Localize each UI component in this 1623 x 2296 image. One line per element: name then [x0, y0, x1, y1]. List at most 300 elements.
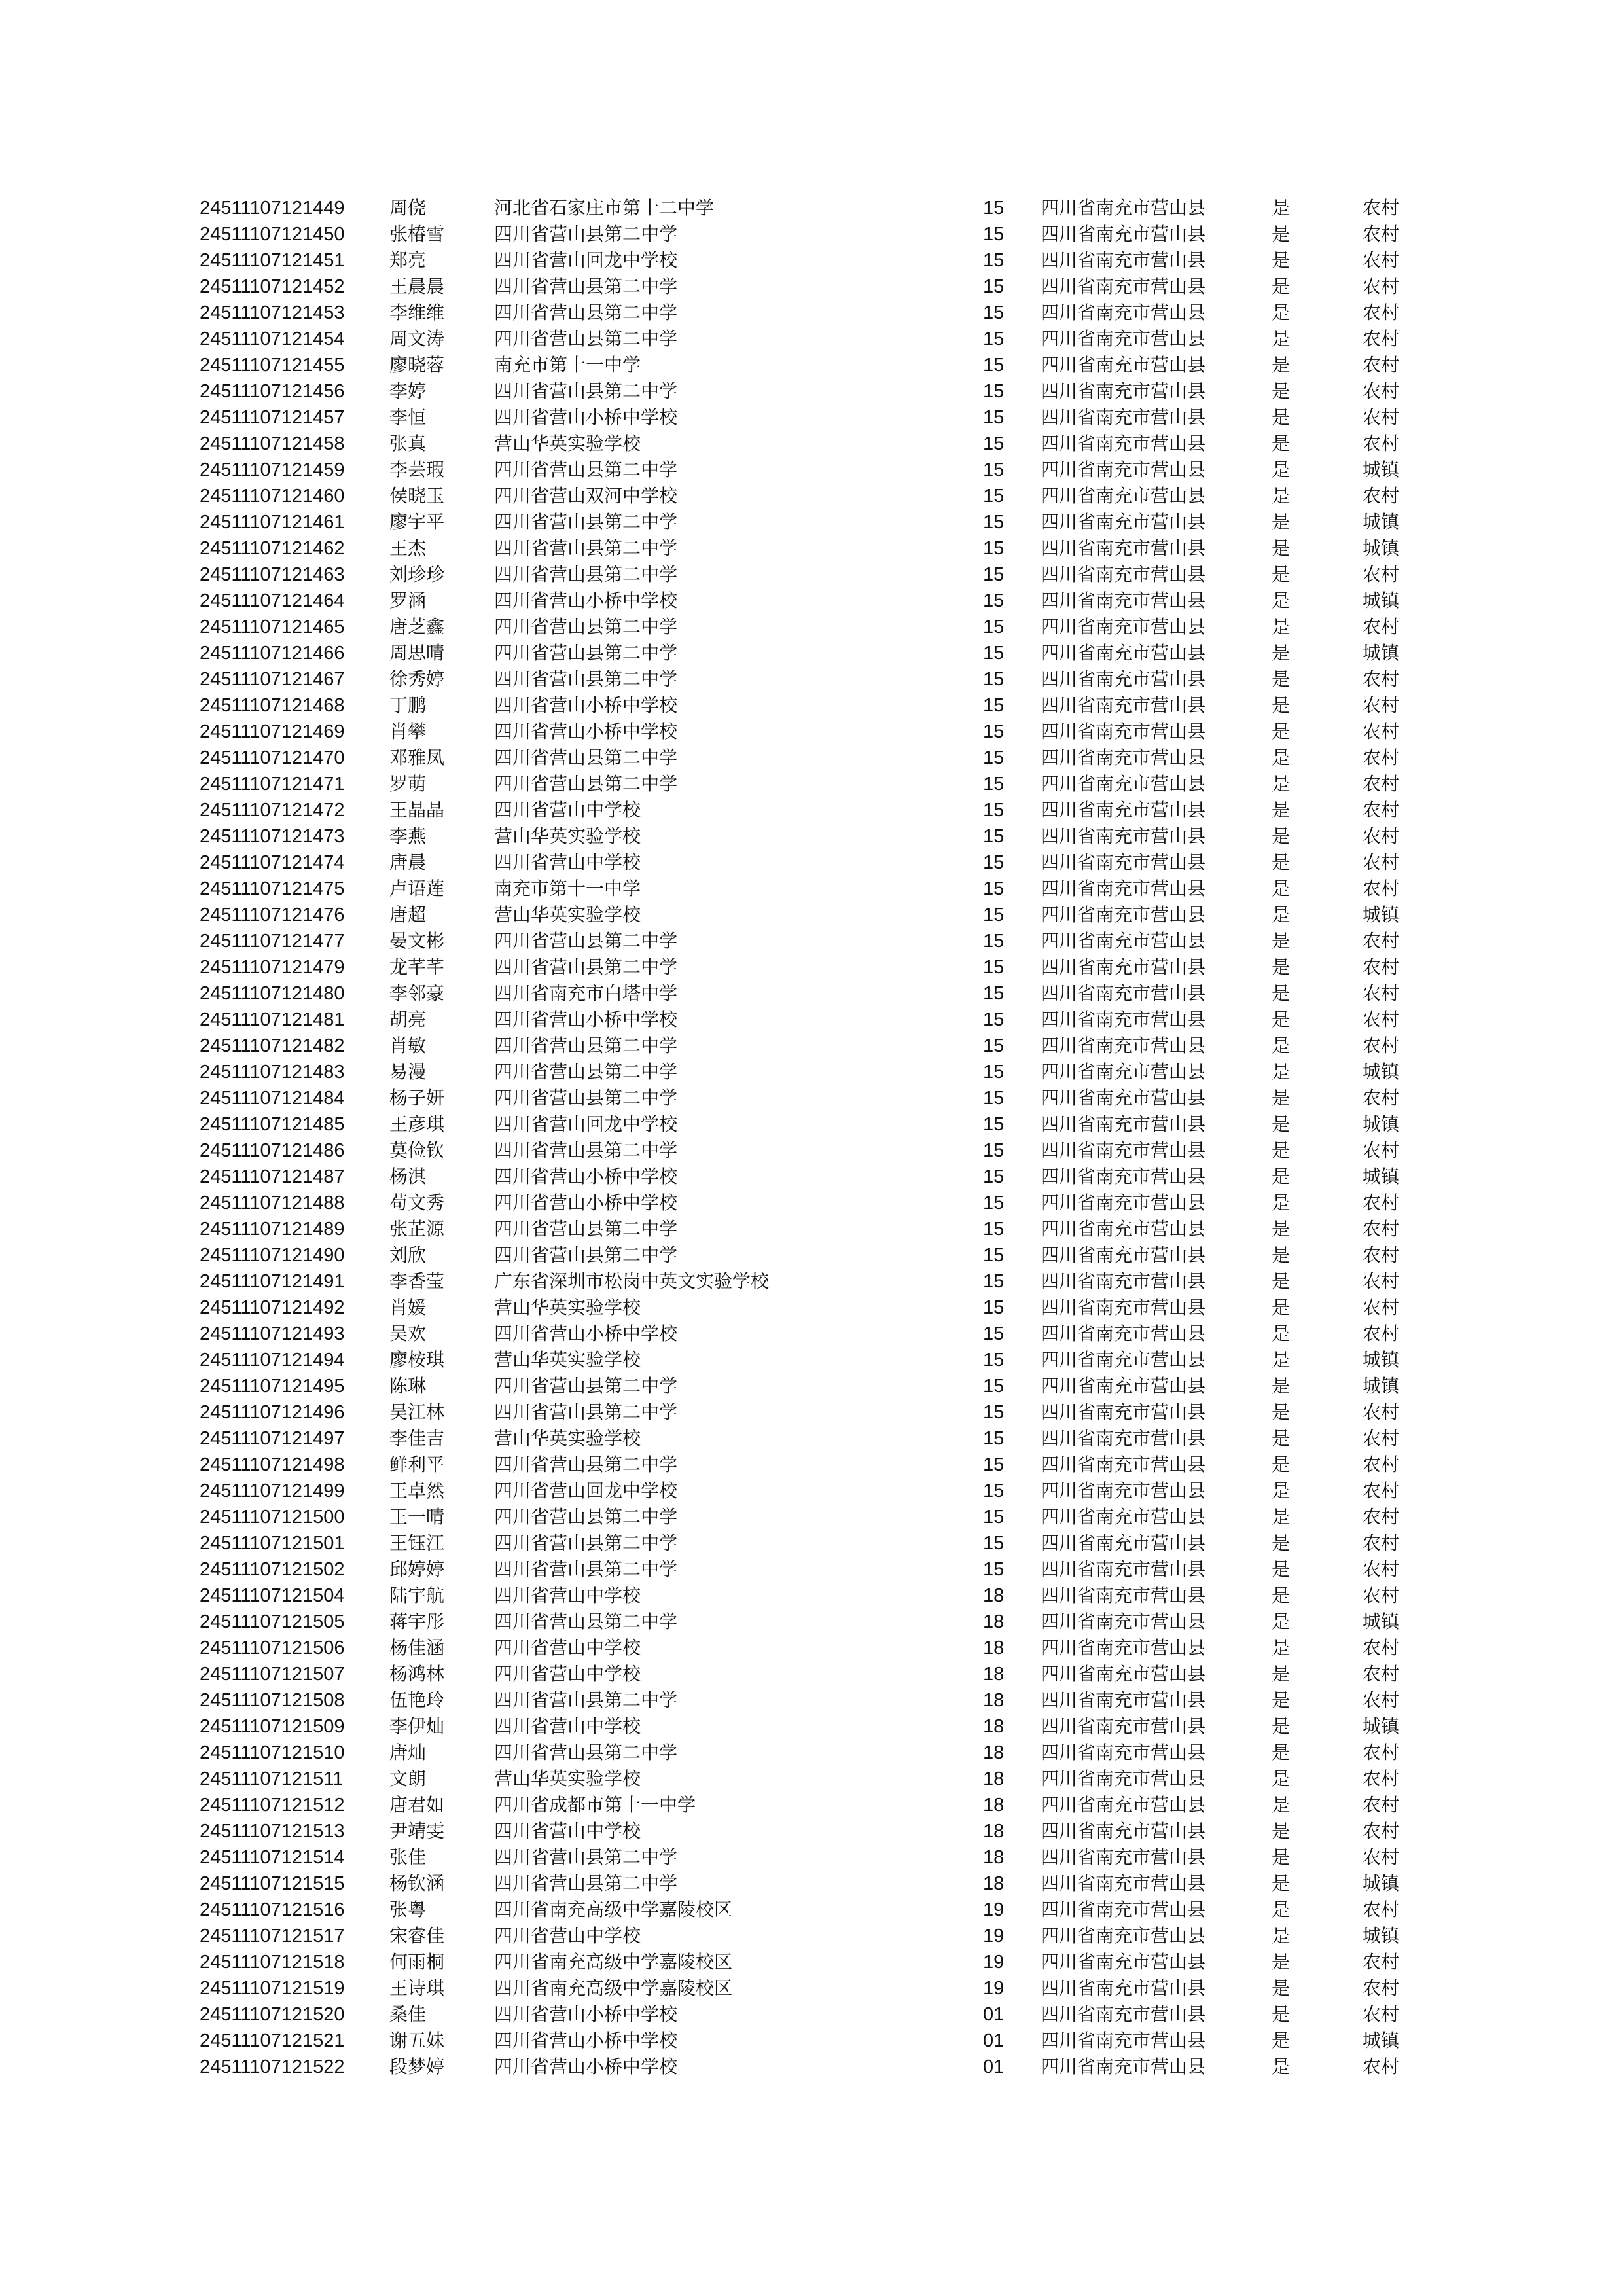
student-name: 廖晓蓉: [389, 354, 445, 376]
household-region: 四川省南充市营山县: [1041, 1611, 1206, 1632]
area-type: 农村: [1363, 852, 1400, 873]
eligibility-flag: 是: [1272, 1899, 1291, 1920]
table-row: [200, 1426, 1443, 1452]
school-name: 四川省南充高级中学嘉陵校区: [494, 1977, 733, 1999]
area-type: 城镇: [1363, 1166, 1400, 1187]
household-region: 四川省南充市营山县: [1041, 694, 1206, 716]
school-name: 四川省营山县第二中学: [494, 1689, 678, 1711]
school-name: 四川省营山县第二中学: [494, 773, 678, 795]
student-name: 王一晴: [389, 1506, 445, 1528]
school-name: 四川省营山县第二中学: [494, 1218, 678, 1240]
table-row: [200, 1373, 1443, 1399]
student-id: 24511107121487: [200, 1166, 345, 1187]
table-row: [200, 1452, 1443, 1478]
table-row: [200, 1478, 1443, 1504]
student-id: 24511107121484: [200, 1088, 345, 1109]
area-type: 城镇: [1363, 2030, 1400, 2051]
student-id: 24511107121457: [200, 407, 345, 428]
student-name: 廖桉琪: [389, 1349, 445, 1371]
area-type: 农村: [1363, 1192, 1400, 1213]
household-region: 四川省南充市营山县: [1041, 1087, 1206, 1109]
eligibility-flag: 是: [1272, 1742, 1291, 1763]
area-type: 农村: [1363, 1323, 1400, 1344]
student-name: 唐超: [389, 904, 427, 925]
area-type: 农村: [1363, 1899, 1400, 1920]
student-table: [200, 195, 1443, 2080]
household-region: 四川省南充市营山县: [1041, 1192, 1206, 1213]
student-name: 李恒: [389, 406, 427, 428]
student-name: 李维维: [389, 302, 445, 323]
household-region: 四川省南充市营山县: [1041, 1689, 1206, 1711]
eligibility-flag: 是: [1272, 2056, 1291, 2077]
category-code: 15: [983, 1193, 1005, 1213]
school-name: 四川省营山县第二中学: [494, 668, 678, 690]
area-type: 农村: [1363, 1663, 1400, 1685]
household-region: 四川省南充市营山县: [1041, 878, 1206, 899]
category-code: 01: [983, 2030, 1005, 2051]
student-name: 吴江林: [389, 1401, 445, 1423]
household-region: 四川省南充市营山县: [1041, 1742, 1206, 1763]
student-id: 24511107121464: [200, 590, 345, 611]
table-row: [200, 1321, 1443, 1347]
eligibility-flag: 是: [1272, 956, 1291, 978]
household-region: 四川省南充市营山县: [1041, 485, 1206, 507]
student-name: 杨钦涵: [389, 1873, 445, 1894]
eligibility-flag: 是: [1272, 1611, 1291, 1632]
area-type: 农村: [1363, 2056, 1400, 2077]
area-type: 农村: [1363, 1244, 1400, 1266]
student-id: 24511107121476: [200, 905, 345, 925]
eligibility-flag: 是: [1272, 694, 1291, 716]
table-row: [200, 1007, 1443, 1033]
area-type: 农村: [1363, 1558, 1400, 1580]
household-region: 四川省南充市营山县: [1041, 721, 1206, 742]
household-region: 四川省南充市营山县: [1041, 1663, 1206, 1685]
category-code: 15: [983, 224, 1005, 245]
category-code: 15: [983, 486, 1005, 507]
category-code: 15: [983, 1088, 1005, 1109]
student-id: 24511107121511: [200, 1768, 344, 1789]
area-type: 农村: [1363, 668, 1400, 690]
student-id: 24511107121500: [200, 1507, 345, 1528]
category-code: 15: [983, 1297, 1005, 1318]
table-row: [200, 431, 1443, 457]
student-id: 24511107121490: [200, 1245, 345, 1266]
school-name: 四川省营山县第二中学: [494, 1873, 678, 1894]
table-row: [200, 1399, 1443, 1426]
school-name: 四川省营山小桥中学校: [494, 1009, 678, 1030]
area-type: 农村: [1363, 1139, 1400, 1161]
school-name: 四川省营山县第二中学: [494, 1401, 678, 1423]
student-id: 24511107121521: [200, 2030, 345, 2051]
table-row: [200, 588, 1443, 614]
table-row: [200, 1844, 1443, 1871]
area-type: 农村: [1363, 1427, 1400, 1449]
area-type: 农村: [1363, 1532, 1400, 1554]
student-id: 24511107121501: [200, 1533, 345, 1554]
student-id: 24511107121471: [200, 774, 345, 795]
student-id: 24511107121477: [200, 931, 345, 952]
table-row: [200, 1687, 1443, 1713]
eligibility-flag: 是: [1272, 1113, 1291, 1135]
table-row: [200, 1635, 1443, 1661]
student-name: 王卓然: [389, 1480, 445, 1501]
household-region: 四川省南充市营山县: [1041, 1297, 1206, 1318]
area-type: 农村: [1363, 1009, 1400, 1030]
school-name: 四川省营山县第二中学: [494, 1035, 678, 1056]
student-id: 24511107121515: [200, 1873, 345, 1894]
student-id: 24511107121463: [200, 564, 345, 585]
school-name: 四川省营山县第二中学: [494, 564, 678, 585]
school-name: 营山华英实验学校: [494, 433, 641, 454]
table-row: [200, 1975, 1443, 2001]
student-id: 24511107121492: [200, 1297, 345, 1318]
student-id: 24511107121516: [200, 1899, 345, 1920]
household-region: 四川省南充市营山县: [1041, 616, 1206, 637]
category-code: 15: [983, 983, 1005, 1004]
area-type: 农村: [1363, 354, 1400, 376]
category-code: 15: [983, 931, 1005, 952]
student-name: 唐君如: [389, 1794, 445, 1816]
table-row: [200, 1190, 1443, 1216]
category-code: 15: [983, 1009, 1005, 1030]
category-code: 15: [983, 250, 1005, 271]
student-name: 周文涛: [389, 328, 445, 350]
student-id: 24511107121510: [200, 1742, 345, 1763]
student-name: 肖媛: [389, 1297, 427, 1318]
student-name: 李邻豪: [389, 982, 445, 1004]
student-name: 何雨桐: [389, 1951, 445, 1973]
table-row: [200, 1085, 1443, 1111]
household-region: 四川省南充市营山县: [1041, 852, 1206, 873]
category-code: 15: [983, 276, 1005, 297]
table-row: [200, 1661, 1443, 1687]
table-row: [200, 1871, 1443, 1897]
student-id: 24511107121504: [200, 1585, 345, 1606]
table-row: [200, 326, 1443, 352]
student-name: 郑亮: [389, 249, 427, 271]
student-name: 苟文秀: [389, 1192, 445, 1213]
household-region: 四川省南充市营山县: [1041, 406, 1206, 428]
household-region: 四川省南充市营山县: [1041, 1035, 1206, 1056]
household-region: 四川省南充市营山县: [1041, 1270, 1206, 1292]
household-region: 四川省南充市营山县: [1041, 904, 1206, 925]
household-region: 四川省南充市营山县: [1041, 590, 1206, 611]
student-name: 易漫: [389, 1061, 427, 1083]
area-type: 城镇: [1363, 1611, 1400, 1632]
area-type: 农村: [1363, 197, 1400, 219]
student-id: 24511107121495: [200, 1376, 345, 1397]
category-code: 18: [983, 1664, 1005, 1685]
household-region: 四川省南充市营山县: [1041, 930, 1206, 952]
student-name: 张真: [389, 433, 427, 454]
student-name: 王彦琪: [389, 1113, 445, 1135]
student-name: 李燕: [389, 825, 427, 847]
category-code: 15: [983, 329, 1005, 350]
table-row: [200, 1242, 1443, 1268]
school-name: 四川省营山县第二中学: [494, 1061, 678, 1083]
eligibility-flag: 是: [1272, 1951, 1291, 1973]
student-id: 24511107121520: [200, 2004, 345, 2025]
category-code: 15: [983, 1140, 1005, 1161]
area-type: 农村: [1363, 747, 1400, 768]
student-id: 24511107121488: [200, 1193, 345, 1213]
school-name: 四川省营山小桥中学校: [494, 721, 678, 742]
table-row: [200, 1949, 1443, 1975]
category-code: 15: [983, 1323, 1005, 1344]
table-row: [200, 1268, 1443, 1295]
category-code: 15: [983, 721, 1005, 742]
area-type: 城镇: [1363, 459, 1400, 480]
student-id: 24511107121466: [200, 643, 345, 664]
student-id: 24511107121512: [200, 1795, 345, 1816]
student-name: 李婷: [389, 380, 427, 402]
student-id: 24511107121458: [200, 433, 345, 454]
eligibility-flag: 是: [1272, 406, 1291, 428]
table-row: [200, 1347, 1443, 1373]
eligibility-flag: 是: [1272, 773, 1291, 795]
category-code: 15: [983, 774, 1005, 795]
category-code: 15: [983, 1062, 1005, 1083]
school-name: 四川省成都市第十一中学: [494, 1794, 696, 1816]
area-type: 农村: [1363, 773, 1400, 795]
table-row: [200, 1609, 1443, 1635]
school-name: 广东省深圳市松岗中英文实验学校: [494, 1270, 770, 1292]
household-region: 四川省南充市营山县: [1041, 380, 1206, 402]
table-row: [200, 640, 1443, 666]
student-id: 24511107121491: [200, 1271, 345, 1292]
eligibility-flag: 是: [1272, 878, 1291, 899]
school-name: 四川省营山县第二中学: [494, 537, 678, 559]
student-name: 伍艳玲: [389, 1689, 445, 1711]
eligibility-flag: 是: [1272, 1637, 1291, 1659]
category-code: 15: [983, 957, 1005, 978]
student-name: 陆宇航: [389, 1585, 445, 1606]
category-code: 15: [983, 302, 1005, 323]
area-type: 农村: [1363, 825, 1400, 847]
table-row: [200, 745, 1443, 771]
eligibility-flag: 是: [1272, 485, 1291, 507]
eligibility-flag: 是: [1272, 354, 1291, 376]
category-code: 15: [983, 1559, 1005, 1580]
student-id: 24511107121479: [200, 957, 345, 978]
area-type: 农村: [1363, 1480, 1400, 1501]
household-region: 四川省南充市营山县: [1041, 1715, 1206, 1737]
school-name: 营山华英实验学校: [494, 1297, 641, 1318]
household-region: 四川省南充市营山县: [1041, 249, 1206, 271]
table-row: [200, 274, 1443, 300]
school-name: 四川省营山中学校: [494, 1637, 641, 1659]
table-row: [200, 221, 1443, 247]
area-type: 城镇: [1363, 1375, 1400, 1397]
eligibility-flag: 是: [1272, 668, 1291, 690]
table-row: [200, 2054, 1443, 2080]
student-name: 段梦婷: [389, 2056, 445, 2077]
table-row: [200, 1897, 1443, 1923]
school-name: 四川省营山双河中学校: [494, 485, 678, 507]
school-name: 四川省营山小桥中学校: [494, 590, 678, 611]
category-code: 15: [983, 695, 1005, 716]
student-id: 24511107121462: [200, 538, 345, 559]
school-name: 四川省营山县第二中学: [494, 276, 678, 297]
school-name: 四川省营山县第二中学: [494, 1375, 678, 1397]
school-name: 四川省营山县第二中学: [494, 1532, 678, 1554]
table-row: [200, 247, 1443, 274]
eligibility-flag: 是: [1272, 1454, 1291, 1475]
student-id: 24511107121499: [200, 1480, 345, 1501]
eligibility-flag: 是: [1272, 1846, 1291, 1868]
household-region: 四川省南充市营山县: [1041, 1558, 1206, 1580]
table-row: [200, 1792, 1443, 1818]
eligibility-flag: 是: [1272, 1689, 1291, 1711]
school-name: 四川省营山县第二中学: [494, 1611, 678, 1632]
student-name: 杨佳涵: [389, 1637, 445, 1659]
area-type: 农村: [1363, 1689, 1400, 1711]
category-code: 15: [983, 669, 1005, 690]
eligibility-flag: 是: [1272, 1532, 1291, 1554]
school-name: 四川省营山中学校: [494, 1925, 641, 1946]
student-name: 文朗: [389, 1768, 427, 1789]
student-id: 24511107121497: [200, 1428, 345, 1449]
household-region: 四川省南充市营山县: [1041, 2056, 1206, 2077]
student-id: 24511107121507: [200, 1664, 345, 1685]
school-name: 四川省营山县第二中学: [494, 1139, 678, 1161]
student-name: 周侥: [389, 197, 427, 219]
household-region: 四川省南充市营山县: [1041, 1139, 1206, 1161]
student-name: 莫俭钦: [389, 1139, 445, 1161]
student-id: 24511107121509: [200, 1716, 345, 1737]
school-name: 四川省营山小桥中学校: [494, 1192, 678, 1213]
category-code: 15: [983, 1350, 1005, 1371]
school-name: 四川省营山小桥中学校: [494, 1166, 678, 1187]
household-region: 四川省南充市营山县: [1041, 1009, 1206, 1030]
student-name: 唐芝鑫: [389, 616, 445, 637]
student-id: 24511107121513: [200, 1821, 345, 1842]
category-code: 15: [983, 1376, 1005, 1397]
eligibility-flag: 是: [1272, 1663, 1291, 1685]
eligibility-flag: 是: [1272, 1139, 1291, 1161]
household-region: 四川省南充市营山县: [1041, 1768, 1206, 1789]
area-type: 城镇: [1363, 904, 1400, 925]
category-code: 15: [983, 747, 1005, 768]
household-region: 四川省南充市营山县: [1041, 1951, 1206, 1973]
student-name: 杨淇: [389, 1166, 427, 1187]
student-name: 李香莹: [389, 1270, 445, 1292]
category-code: 15: [983, 1166, 1005, 1187]
category-code: 15: [983, 1402, 1005, 1423]
eligibility-flag: 是: [1272, 1794, 1291, 1816]
student-name: 邓雅凤: [389, 747, 445, 768]
student-name: 胡亮: [389, 1009, 427, 1030]
area-type: 城镇: [1363, 1113, 1400, 1135]
school-name: 四川省南充市白塔中学: [494, 982, 678, 1004]
eligibility-flag: 是: [1272, 1427, 1291, 1449]
area-type: 城镇: [1363, 1873, 1400, 1894]
household-region: 四川省南充市营山县: [1041, 328, 1206, 350]
household-region: 四川省南充市营山县: [1041, 1820, 1206, 1842]
category-code: 15: [983, 1507, 1005, 1528]
household-region: 四川省南充市营山县: [1041, 1218, 1206, 1240]
household-region: 四川省南充市营山县: [1041, 302, 1206, 323]
category-code: 18: [983, 1847, 1005, 1868]
table-row: [200, 509, 1443, 535]
student-id: 24511107121472: [200, 800, 345, 821]
student-id: 24511107121454: [200, 329, 345, 350]
area-type: 城镇: [1363, 590, 1400, 611]
eligibility-flag: 是: [1272, 1977, 1291, 1999]
student-id: 24511107121496: [200, 1402, 345, 1423]
school-name: 四川省营山县第二中学: [494, 1244, 678, 1266]
eligibility-flag: 是: [1272, 1715, 1291, 1737]
eligibility-flag: 是: [1272, 276, 1291, 297]
table-row: [200, 850, 1443, 876]
student-id: 24511107121470: [200, 747, 345, 768]
area-type: 农村: [1363, 276, 1400, 297]
area-type: 农村: [1363, 1506, 1400, 1528]
school-name: 四川省营山小桥中学校: [494, 2003, 678, 2025]
category-code: 15: [983, 1035, 1005, 1056]
category-code: 18: [983, 1638, 1005, 1659]
table-row: [200, 1818, 1443, 1844]
student-id: 24511107121461: [200, 512, 345, 533]
table-row: [200, 352, 1443, 378]
eligibility-flag: 是: [1272, 852, 1291, 873]
household-region: 四川省南充市营山县: [1041, 2030, 1206, 2051]
table-row: [200, 823, 1443, 850]
household-region: 四川省南充市营山县: [1041, 1925, 1206, 1946]
school-name: 四川省营山县第二中学: [494, 328, 678, 350]
household-region: 四川省南充市营山县: [1041, 1873, 1206, 1894]
student-id: 24511107121456: [200, 381, 345, 402]
student-name: 丁鹏: [389, 694, 427, 716]
category-code: 18: [983, 1742, 1005, 1763]
student-name: 唐灿: [389, 1742, 427, 1763]
student-id: 24511107121482: [200, 1035, 345, 1056]
eligibility-flag: 是: [1272, 1087, 1291, 1109]
category-code: 18: [983, 1873, 1005, 1894]
category-code: 15: [983, 852, 1005, 873]
area-type: 农村: [1363, 1454, 1400, 1475]
category-code: 15: [983, 826, 1005, 847]
category-code: 15: [983, 381, 1005, 402]
table-row: [200, 1713, 1443, 1740]
table-row: [200, 902, 1443, 928]
category-code: 18: [983, 1585, 1005, 1606]
household-region: 四川省南充市营山县: [1041, 1977, 1206, 1999]
eligibility-flag: 是: [1272, 433, 1291, 454]
area-type: 农村: [1363, 694, 1400, 716]
student-name: 肖敏: [389, 1035, 427, 1056]
category-code: 15: [983, 590, 1005, 611]
table-row: [200, 1138, 1443, 1164]
area-type: 农村: [1363, 1951, 1400, 1973]
table-row: [200, 1740, 1443, 1766]
area-type: 农村: [1363, 2003, 1400, 2025]
student-name: 杨子妍: [389, 1087, 445, 1109]
eligibility-flag: 是: [1272, 616, 1291, 637]
student-name: 邱婷婷: [389, 1558, 445, 1580]
area-type: 农村: [1363, 1846, 1400, 1868]
area-type: 农村: [1363, 982, 1400, 1004]
category-code: 15: [983, 1271, 1005, 1292]
school-name: 四川省营山县第二中学: [494, 956, 678, 978]
table-row: [200, 404, 1443, 431]
eligibility-flag: 是: [1272, 223, 1291, 245]
eligibility-flag: 是: [1272, 2030, 1291, 2051]
table-row: [200, 1556, 1443, 1583]
eligibility-flag: 是: [1272, 1925, 1291, 1946]
student-id: 24511107121494: [200, 1350, 345, 1371]
